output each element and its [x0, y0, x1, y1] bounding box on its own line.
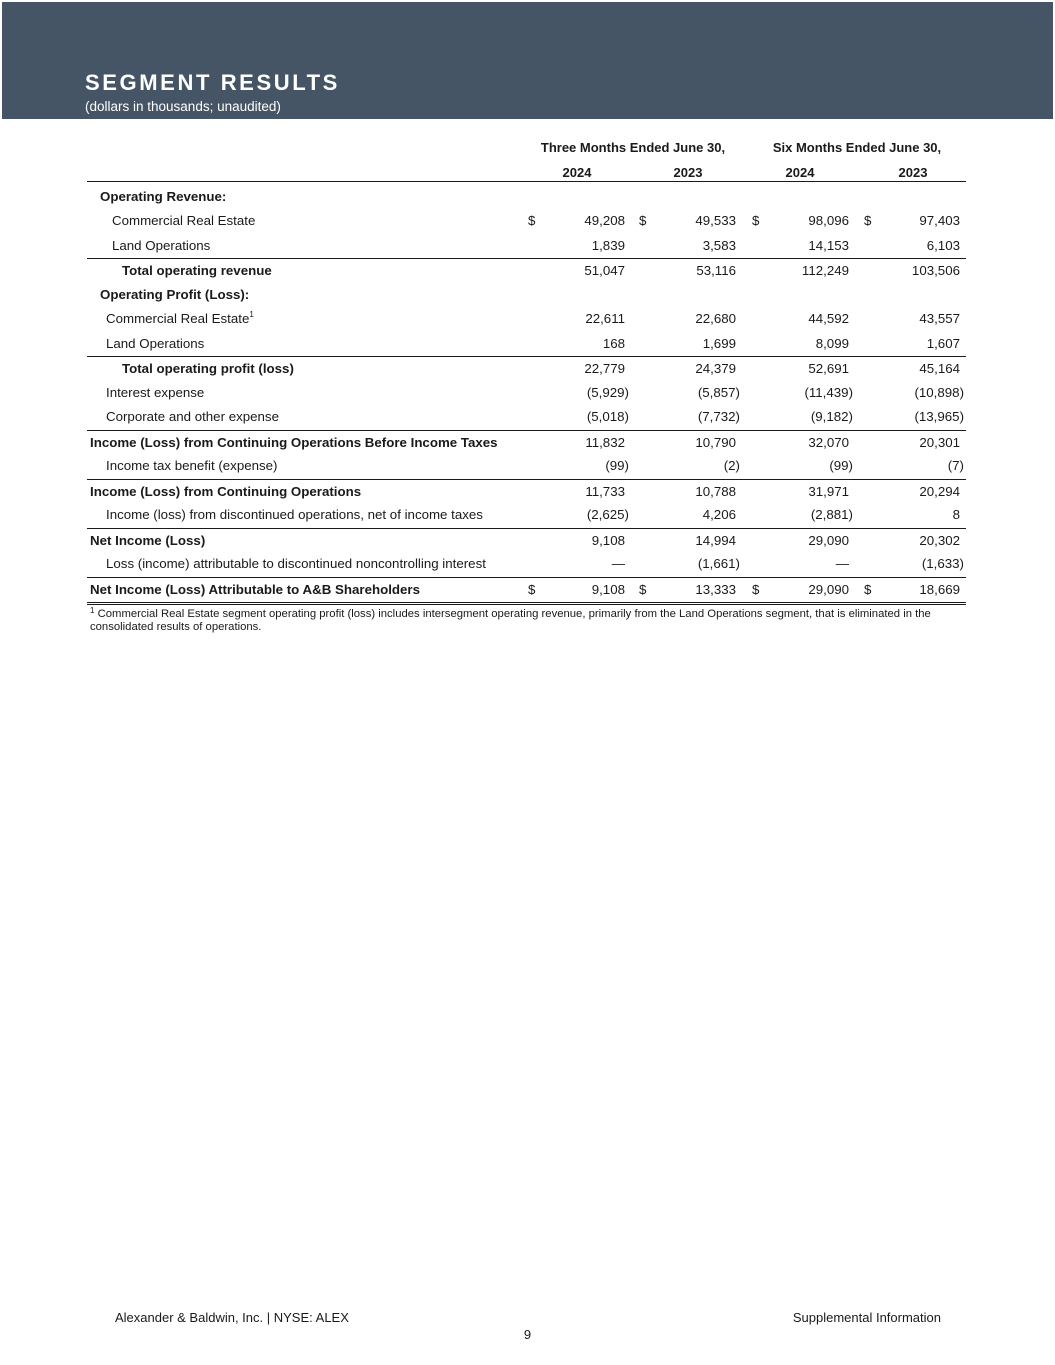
cell-value: 20,302 — [919, 533, 960, 548]
page-title: SEGMENT RESULTS — [85, 70, 340, 95]
cell-value: — — [835, 556, 849, 571]
column-group-three-months: Three Months Ended June 30, — [540, 140, 726, 155]
cell-value: (1,661) — [697, 556, 740, 571]
table-row — [87, 209, 966, 233]
row-label-text: Commercial Real Estate — [106, 311, 250, 326]
row-label — [106, 454, 277, 478]
cell-value: (7) — [947, 458, 964, 473]
currency-symbol: $ — [864, 213, 872, 228]
column-year: 2023 — [673, 165, 703, 180]
cell-value: (5,857) — [697, 385, 740, 400]
cell-value: 14,153 — [808, 238, 849, 253]
cell-value: (1,633) — [921, 556, 964, 571]
cell-value: 45,164 — [919, 361, 960, 376]
row-label — [106, 307, 254, 331]
table-row — [87, 283, 966, 307]
footer-company: Alexander & Baldwin, Inc. | NYSE: ALEX — [115, 1310, 349, 1325]
column-group-six-months: Six Months Ended June 30, — [772, 140, 942, 155]
currency-symbol: $ — [639, 582, 647, 597]
table-row — [87, 381, 966, 405]
row-label-text: Income (loss) from discontinued operations, net of income taxes — [106, 507, 483, 522]
cell-value: (2) — [723, 458, 740, 473]
cell-value: (99) — [829, 458, 853, 473]
cell-value: 8,099 — [815, 336, 849, 351]
row-label-text: Land Operations — [106, 336, 205, 351]
cell-value: 11,832 — [585, 435, 625, 450]
cell-value: (2,625) — [586, 507, 629, 522]
header-rule — [87, 181, 966, 182]
column-year: 2024 — [785, 165, 815, 180]
table-row — [87, 479, 966, 504]
cell-value: 103,506 — [911, 263, 960, 278]
row-label-text: Net Income (Loss) — [90, 533, 206, 548]
cell-value: 4,206 — [702, 507, 736, 522]
table-row — [87, 258, 966, 283]
cell-value: (2,881) — [810, 507, 853, 522]
cell-value: 24,379 — [695, 361, 736, 376]
row-label — [106, 405, 279, 429]
cell-value: (5,929) — [586, 385, 629, 400]
row-label — [90, 480, 361, 504]
row-label-text: Total operating profit (loss) — [122, 361, 294, 376]
row-label — [112, 209, 255, 233]
table-row — [87, 454, 966, 478]
cell-value: 29,090 — [808, 582, 849, 597]
cell-value: 8 — [952, 507, 960, 522]
cell-value: 51,047 — [584, 263, 625, 278]
cell-value: 20,301 — [919, 435, 960, 450]
row-label — [106, 503, 483, 527]
cell-value: 31,971 — [808, 484, 849, 499]
row-label — [90, 529, 205, 553]
cell-value: 13,333 — [695, 582, 736, 597]
cell-value: (10,898) — [914, 385, 964, 400]
page-subtitle: (dollars in thousands; unaudited) — [85, 99, 281, 114]
table-row — [87, 332, 966, 356]
row-label — [90, 578, 420, 602]
row-label-text: Net Income (Loss) Attributable to A&B Shareholders — [90, 582, 420, 597]
cell-value: 22,680 — [695, 311, 736, 326]
cell-value: 98,096 — [808, 213, 849, 228]
cell-value: 53,116 — [696, 263, 736, 278]
table-row — [87, 234, 966, 258]
row-label-text: Corporate and other expense — [106, 409, 279, 424]
currency-symbol: $ — [864, 582, 872, 597]
row-label-text: Interest expense — [106, 385, 205, 400]
cell-value: 44,592 — [808, 311, 849, 326]
table-row — [87, 528, 966, 553]
cell-value: 20,294 — [919, 484, 960, 499]
cell-value: 6,103 — [926, 238, 960, 253]
table-row — [87, 503, 966, 527]
cell-value: 3,583 — [702, 238, 736, 253]
cell-value: 1,699 — [702, 336, 736, 351]
cell-value: 11,733 — [585, 484, 625, 499]
table-row — [87, 307, 966, 331]
cell-value: 52,691 — [808, 361, 849, 376]
cell-value: (11,439) — [804, 385, 853, 400]
cell-value: 14,994 — [695, 533, 736, 548]
cell-value: (9,182) — [810, 409, 853, 424]
currency-symbol: $ — [752, 213, 760, 228]
cell-value: 10,790 — [695, 435, 736, 450]
row-label-text: Income tax benefit (expense) — [106, 458, 278, 473]
cell-value: 112,249 — [801, 263, 849, 278]
table-row — [87, 356, 966, 381]
row-label-text: Land Operations — [112, 238, 211, 253]
cell-value: (13,965) — [914, 409, 964, 424]
row-label-text: Operating Profit (Loss): — [100, 287, 250, 302]
row-label — [122, 357, 294, 381]
row-label — [106, 381, 204, 405]
cell-value: (99) — [605, 458, 629, 473]
cell-value: 49,208 — [584, 213, 625, 228]
column-year: 2024 — [562, 165, 592, 180]
row-label — [122, 259, 272, 283]
cell-value: 9,108 — [591, 582, 625, 597]
cell-value: 97,403 — [919, 213, 960, 228]
row-label-text: Loss (income) attributable to discontinued noncontrolling interest — [106, 556, 486, 571]
row-label — [100, 185, 226, 209]
cell-value: (5,018) — [586, 409, 629, 424]
cell-value: 10,788 — [695, 484, 736, 499]
row-label — [112, 234, 210, 258]
cell-value: 168 — [602, 336, 625, 351]
cell-value: — — [611, 556, 625, 571]
footnote-marker: 1 — [90, 606, 95, 615]
table-row — [87, 185, 966, 209]
row-label-text: Commercial Real Estate — [112, 213, 256, 228]
footnote-reference: 1 — [249, 310, 254, 319]
cell-value: 22,779 — [584, 361, 625, 376]
row-label-text: Income (Loss) from Continuing Operations Before Income Taxes — [90, 435, 498, 450]
cell-value: 1,607 — [926, 336, 960, 351]
row-label — [106, 332, 204, 356]
cell-value: 43,557 — [919, 311, 960, 326]
cell-value: 1,839 — [591, 238, 625, 253]
table-row — [87, 405, 966, 429]
row-label — [106, 552, 486, 576]
currency-symbol: $ — [639, 213, 647, 228]
cell-value: (7,732) — [697, 409, 740, 424]
table-row — [87, 430, 966, 455]
currency-symbol: $ — [528, 213, 536, 228]
row-label-text: Income (Loss) from Continuing Operations — [90, 484, 362, 499]
row-label — [100, 283, 249, 307]
table-row — [87, 577, 966, 605]
footnote-text: Commercial Real Estate segment operating profit (loss) includes intersegment operating revenue, primarily from the Land Operations segment, that is eliminated in the consolidated results of operations. — [90, 608, 931, 633]
cell-value: 22,611 — [585, 311, 625, 326]
currency-symbol: $ — [752, 582, 760, 597]
row-label-text: Operating Revenue: — [100, 189, 227, 204]
currency-symbol: $ — [528, 582, 536, 597]
footnote — [90, 608, 966, 634]
footer-document-name: Supplemental Information — [792, 1310, 941, 1325]
cell-value: 9,108 — [591, 533, 625, 548]
cell-value: 18,669 — [919, 582, 960, 597]
column-year: 2023 — [898, 165, 928, 180]
table-row — [87, 552, 966, 576]
row-label — [90, 431, 498, 455]
row-label-text: Total operating revenue — [122, 263, 272, 278]
page-number: 9 — [523, 1327, 532, 1342]
cell-value: 29,090 — [808, 533, 849, 548]
cell-value: 49,533 — [695, 213, 736, 228]
cell-value: 32,070 — [808, 435, 849, 450]
